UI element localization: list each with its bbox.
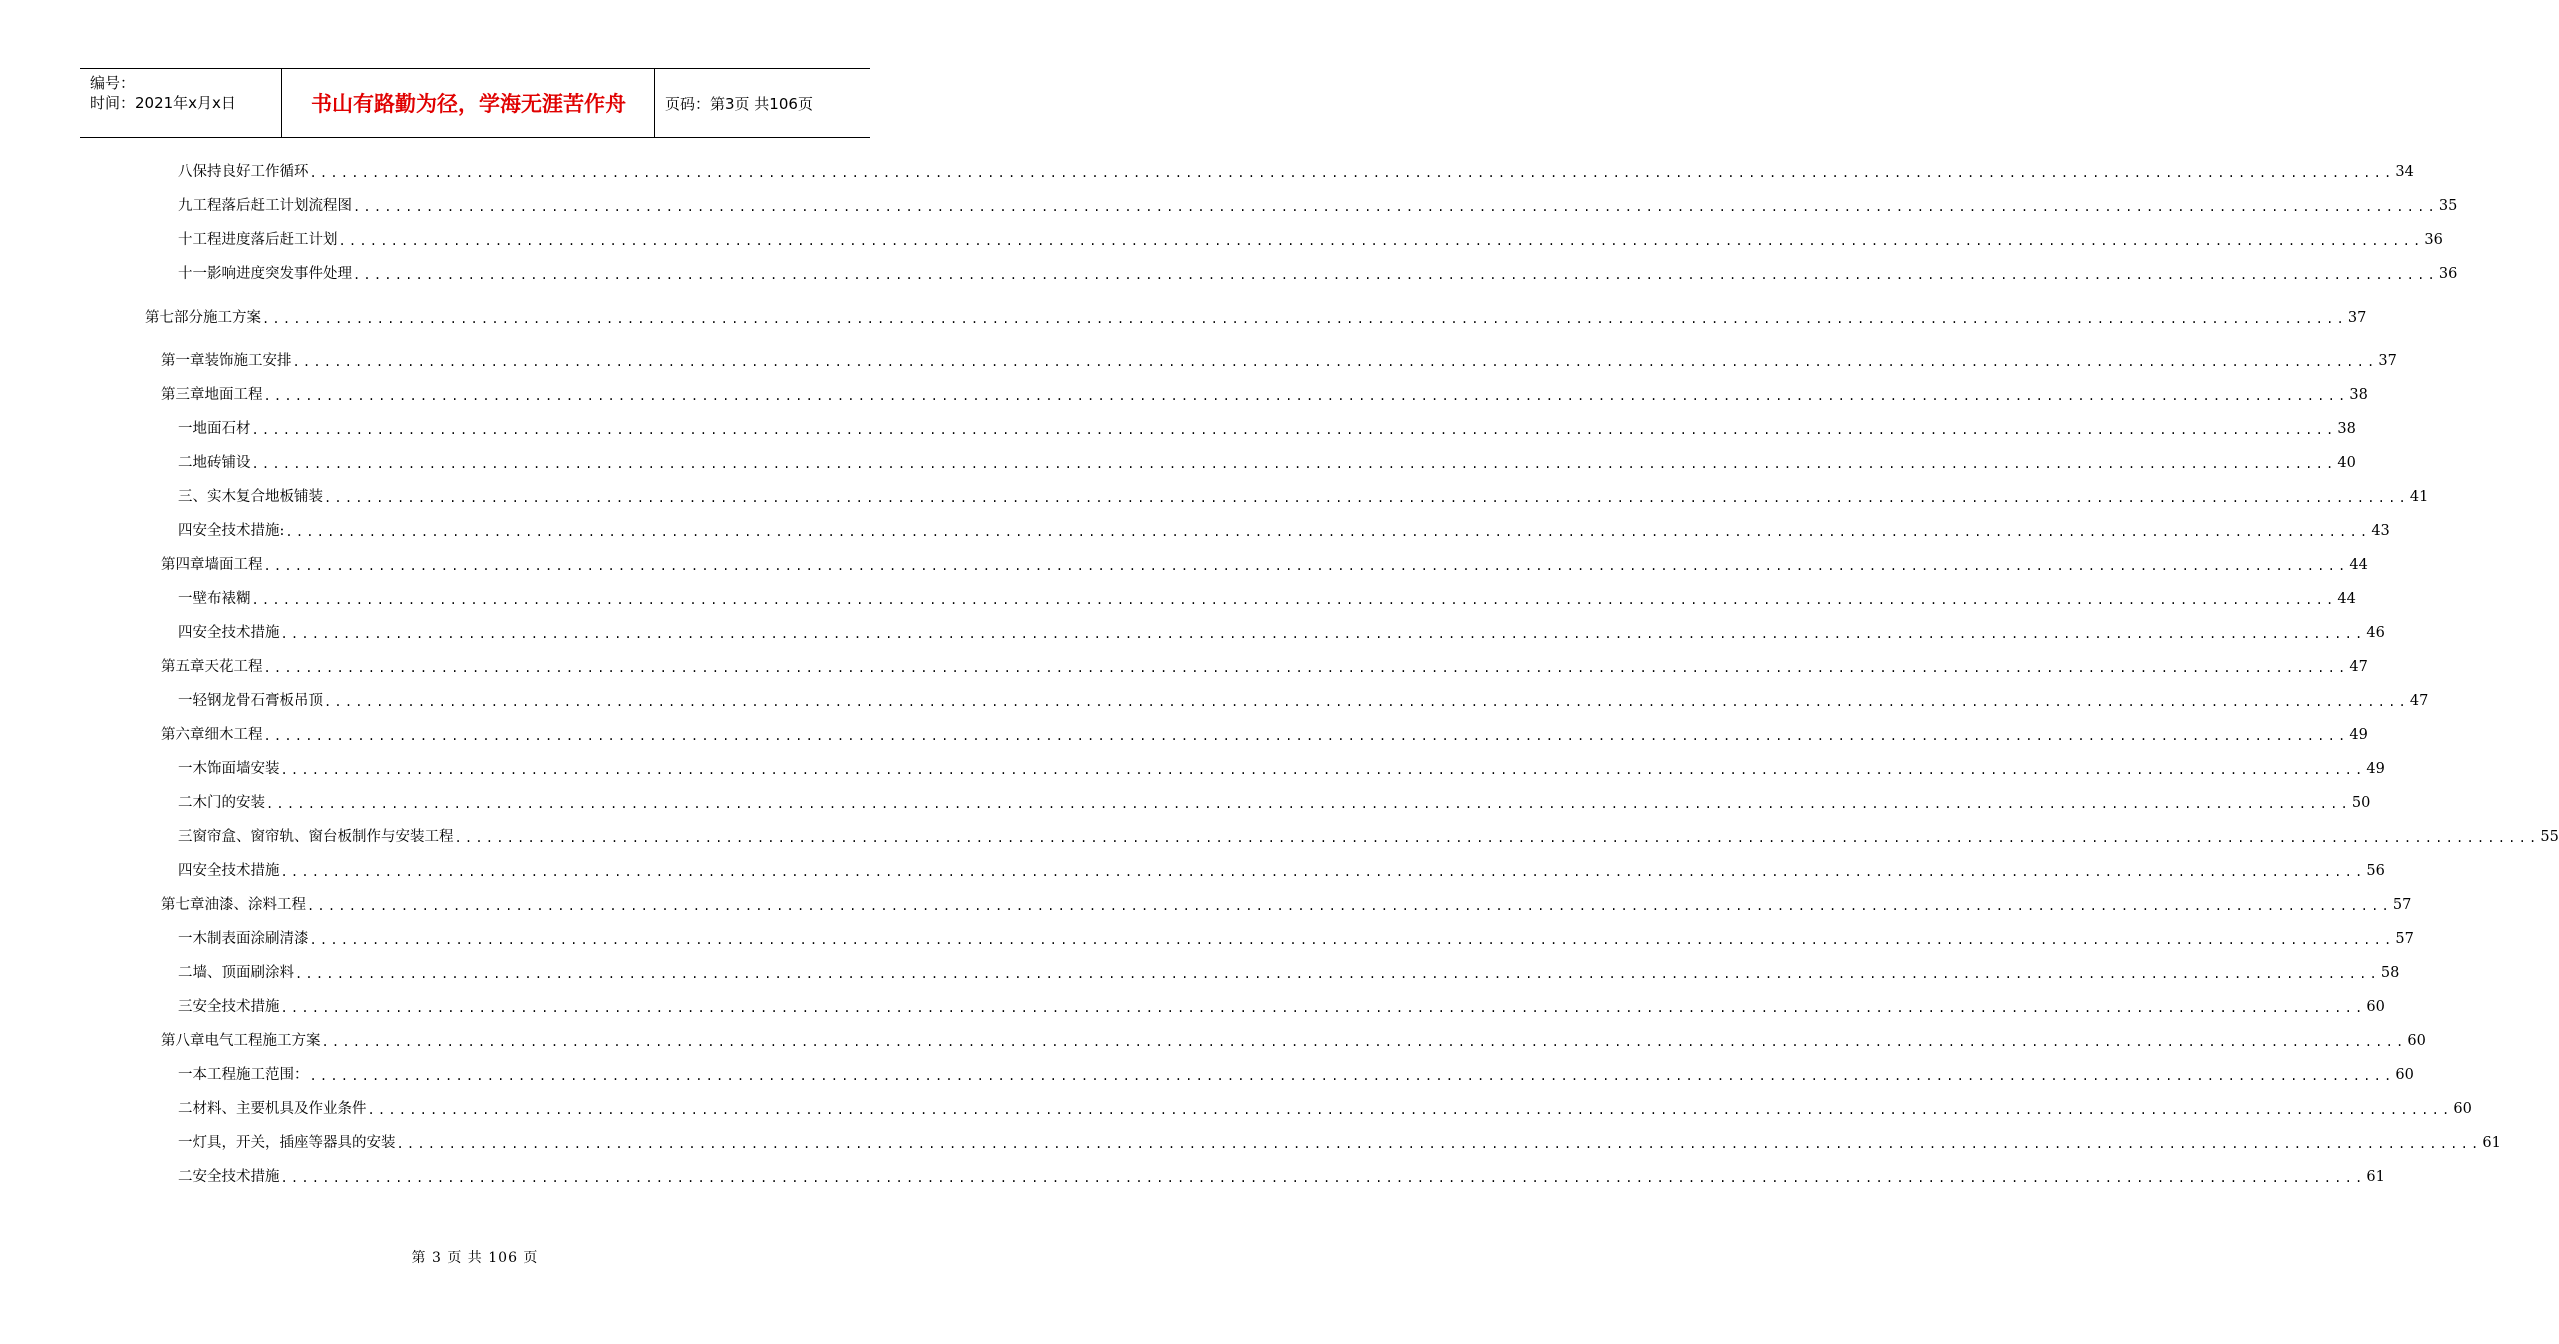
toc-entry-title: 安全技术措施:: [192, 523, 285, 539]
toc-entry-page: 61: [2366, 1169, 2385, 1185]
toc-entry-page: 34: [2395, 164, 2414, 180]
toc-leader-dots: ........................................................................................................................................................................................................: [263, 389, 2349, 403]
toc-entry-number: 三: [178, 829, 193, 845]
toc-entry[interactable]: [178, 519, 2390, 541]
toc-entry-title: 安全技术措施: [192, 625, 280, 641]
toc-entry-number: 二: [178, 1169, 193, 1185]
toc-entry[interactable]: [178, 194, 2458, 216]
toc-entry-number: 第七部分: [145, 310, 203, 326]
toc-entry-title: 轻钢龙骨石膏板吊顶: [192, 693, 323, 709]
toc-entry-title: 装饰施工安排: [204, 353, 292, 369]
toc-entry-page: 35: [2438, 198, 2458, 214]
toc-entry-page: 37: [2347, 310, 2367, 326]
toc-leader-dots: ........................................................................................................................................................................................................: [263, 661, 2349, 675]
toc-entry[interactable]: [145, 306, 2367, 328]
toc-entry[interactable]: [178, 485, 2429, 507]
toc-entry[interactable]: [178, 859, 2385, 881]
toc-entry[interactable]: [178, 1165, 2385, 1187]
toc-entry-number: 一: [178, 421, 193, 437]
toc-entry-page: 57: [2395, 931, 2414, 947]
toc-entry-page: 60: [2366, 999, 2385, 1015]
toc-entry-page: 36: [2438, 266, 2458, 282]
toc-leader-dots: ........................................................................................................................................................................................................: [251, 457, 2337, 471]
toc-entry-number: 十: [178, 232, 193, 248]
toc-leader-dots: ........................................................................................................................................................................................................: [280, 865, 2366, 879]
toc-entry-page: 36: [2424, 232, 2443, 248]
toc-entry-number: 第一章: [161, 353, 205, 369]
toc-entry-number: 四: [178, 625, 193, 641]
toc-entry-number: 第四章: [161, 557, 205, 573]
toc-entry-number: 一: [178, 1067, 193, 1083]
toc-leader-dots: ........................................................................................................................................................................................................: [353, 268, 2438, 282]
toc-entry-title: 墙、顶面刷涂料: [192, 965, 294, 981]
toc-entry[interactable]: [178, 621, 2385, 643]
toc-entry-number: 四: [178, 523, 193, 539]
toc-entry-title: 工程落后赶工计划流程图: [192, 198, 352, 214]
page-footer: 第 3 页 共 106 页: [411, 1250, 539, 1266]
date-label: 时间：2021年x月x日: [90, 94, 236, 112]
toc-entry-page: 38: [2337, 421, 2356, 437]
toc-leader-dots: ........................................................................................................................................................................................................: [280, 627, 2366, 641]
header-page-info: 页码：第3页 共106页: [665, 94, 813, 113]
toc-leader-dots: ........................................................................................................................................................................................................: [309, 1069, 2395, 1083]
toc-entry-title: 木门的安装: [192, 795, 265, 811]
toc-leader-dots: ........................................................................................................................................................................................................: [266, 797, 2351, 811]
toc-leader-dots: ........................................................................................................................................................................................................: [280, 1171, 2366, 1185]
toc-entry-number: 一: [178, 1135, 193, 1151]
toc-leader-dots: ........................................................................................................................................................................................................: [295, 967, 2380, 981]
toc-leader-dots: ........................................................................................................................................................................................................: [321, 1035, 2407, 1049]
toc-entry-title: 保持良好工作循环: [192, 164, 309, 180]
toc-entry-page: 58: [2380, 965, 2400, 981]
toc-entry[interactable]: [178, 262, 2458, 284]
toc-entry[interactable]: [178, 1097, 2472, 1119]
toc-entry-title: 天花工程: [204, 659, 263, 675]
toc-entry-page: 44: [2349, 557, 2368, 573]
toc-entry[interactable]: [161, 383, 2368, 405]
toc-entry-page: 60: [2407, 1033, 2426, 1049]
toc-entry-title: 安全技术措施: [192, 1169, 280, 1185]
toc-entry-page: 55: [2540, 829, 2559, 845]
toc-entry-page: 47: [2349, 659, 2368, 675]
toc-entry-title: 油漆、涂料工程: [204, 897, 306, 913]
toc-entry[interactable]: [178, 757, 2385, 779]
toc-entry-title: 木制表面涂刷清漆: [192, 931, 309, 947]
toc-entry[interactable]: [161, 349, 2397, 371]
toc-entry-page: 40: [2337, 455, 2356, 471]
toc-entry[interactable]: [178, 587, 2356, 609]
toc-entry-title: 壁布裱糊: [192, 591, 251, 607]
toc-entry-title: 灯具，开关，插座等器具的安装: [192, 1135, 396, 1151]
toc-leader-dots: ........................................................................................................................................................................................................: [285, 525, 2371, 539]
toc-entry[interactable]: [161, 893, 2412, 915]
header-motto: 书山有路勤为径，学海无涯苦作舟: [311, 92, 626, 116]
toc-entry[interactable]: [178, 791, 2371, 813]
toc-entry-page: 49: [2366, 761, 2385, 777]
number-label: 编号：: [90, 74, 136, 92]
toc-entry[interactable]: [178, 1063, 2414, 1085]
toc-entry-number: 一: [178, 761, 193, 777]
toc-entry-page: 46: [2366, 625, 2385, 641]
toc-entry-title: 三、实木复合地板铺装: [178, 489, 323, 505]
toc-leader-dots: ........................................................................................................................................................................................................: [262, 312, 2347, 326]
toc-entry-number: 第七章: [161, 897, 205, 913]
toc-leader-dots: ........................................................................................................................................................................................................: [367, 1103, 2453, 1117]
toc-entry[interactable]: [178, 417, 2356, 439]
toc-entry[interactable]: [161, 723, 2368, 745]
toc-entry[interactable]: [161, 553, 2368, 575]
toc-entry-number: 第六章: [161, 727, 205, 743]
toc-entry-page: 44: [2337, 591, 2356, 607]
toc-entry-number: 二: [178, 965, 193, 981]
toc-entry-number: 八: [178, 164, 193, 180]
toc-entry-title: 木饰面墙安装: [192, 761, 280, 777]
toc-leader-dots: ........................................................................................................................................................................................................: [353, 200, 2438, 214]
toc-entry-number: 三: [178, 999, 193, 1015]
toc-entry[interactable]: [178, 995, 2385, 1017]
toc-entry-number: 二: [178, 795, 193, 811]
toc-entry-title: 施工方案: [203, 310, 261, 326]
toc-entry-page: 61: [2482, 1135, 2501, 1151]
toc-entry-number: 四: [178, 863, 193, 879]
toc-leader-dots: ........................................................................................................................................................................................................: [251, 423, 2337, 437]
toc-entry[interactable]: [178, 689, 2429, 711]
header-divider: [654, 69, 655, 137]
toc-entry-title: 地砖铺设: [192, 455, 251, 471]
toc-entry[interactable]: [178, 961, 2400, 983]
toc-entry-number: 第三章: [161, 387, 205, 403]
toc-leader-dots: ........................................................................................................................................................................................................: [292, 355, 2378, 369]
toc-leader-dots: ........................................................................................................................................................................................................: [280, 1001, 2366, 1015]
toc-entry-number: 一: [178, 931, 193, 947]
toc-leader-dots: ........................................................................................................................................................................................................: [263, 559, 2349, 573]
toc-entry-page: 47: [2409, 693, 2429, 709]
toc-entry-title: 安全技术措施: [192, 863, 280, 879]
toc-entry-title: 安全技术措施: [192, 999, 280, 1015]
toc-entry-title: 材料、主要机具及作业条件: [192, 1101, 367, 1117]
toc-entry-number: 一: [178, 591, 193, 607]
toc-entry-title: 墙面工程: [204, 557, 263, 573]
toc-entry-page: 57: [2392, 897, 2412, 913]
toc-entry-title: 地面工程: [204, 387, 263, 403]
toc-entry-number: 九: [178, 198, 193, 214]
toc-entry-page: 50: [2351, 795, 2371, 811]
toc-leader-dots: ........................................................................................................................................................................................................: [263, 729, 2349, 743]
toc-entry-title: 工程进度落后赶工计划: [192, 232, 338, 248]
toc-entry-page: 38: [2349, 387, 2368, 403]
toc-entry-number: 二: [178, 455, 193, 471]
toc-entry-number: 二: [178, 1101, 193, 1117]
toc-entry-number: 第八章: [161, 1033, 205, 1049]
toc-entry-page: 43: [2371, 523, 2390, 539]
toc-leader-dots: ........................................................................................................................................................................................................: [338, 234, 2424, 248]
toc-entry[interactable]: [161, 655, 2368, 677]
toc-entry[interactable]: [161, 1029, 2426, 1051]
toc-leader-dots: ........................................................................................................................................................................................................: [309, 166, 2395, 180]
toc-entry[interactable]: [178, 451, 2356, 473]
toc-leader-dots: ........................................................................................................................................................................................................: [396, 1137, 2482, 1151]
toc-entry[interactable]: [178, 160, 2414, 182]
toc-entry-title: 窗帘盒、窗帘轨、窗台板制作与安装工程: [192, 829, 454, 845]
toc-entry-page: 41: [2409, 489, 2429, 505]
toc-entry-page: 60: [2395, 1067, 2414, 1083]
toc-leader-dots: ........................................................................................................................................................................................................: [324, 491, 2409, 505]
toc-entry-page: 49: [2349, 727, 2368, 743]
toc-entry[interactable]: [178, 825, 2559, 847]
header-meta: [90, 73, 236, 113]
toc-entry-title: 影响进度突发事件处理: [207, 266, 352, 282]
toc-leader-dots: ........................................................................................................................................................................................................: [307, 899, 2392, 913]
toc-entry-title: 电气工程施工方案: [204, 1033, 321, 1049]
toc-entry-number: 十一: [178, 266, 207, 282]
toc-leader-dots: ........................................................................................................................................................................................................: [280, 763, 2366, 777]
page-header: [80, 68, 870, 138]
toc-entry-title: 细木工程: [204, 727, 263, 743]
toc-entry-page: 60: [2453, 1101, 2472, 1117]
toc-entry-title: 本工程施工范围：: [192, 1067, 309, 1083]
toc-leader-dots: ........................................................................................................................................................................................................: [251, 593, 2337, 607]
toc-entry-number: 第五章: [161, 659, 205, 675]
toc-entry-number: 一: [178, 693, 193, 709]
toc-entry-page: 56: [2366, 863, 2385, 879]
toc-leader-dots: ........................................................................................................................................................................................................: [309, 933, 2395, 947]
toc-entry[interactable]: [178, 228, 2443, 250]
toc-leader-dots: ........................................................................................................................................................................................................: [454, 831, 2540, 845]
toc-leader-dots: ........................................................................................................................................................................................................: [324, 695, 2409, 709]
toc-entry-page: 37: [2378, 353, 2397, 369]
toc-entry[interactable]: [178, 1131, 2501, 1153]
toc-entry-title: 地面石材: [192, 421, 251, 437]
toc-entry[interactable]: [178, 927, 2414, 949]
